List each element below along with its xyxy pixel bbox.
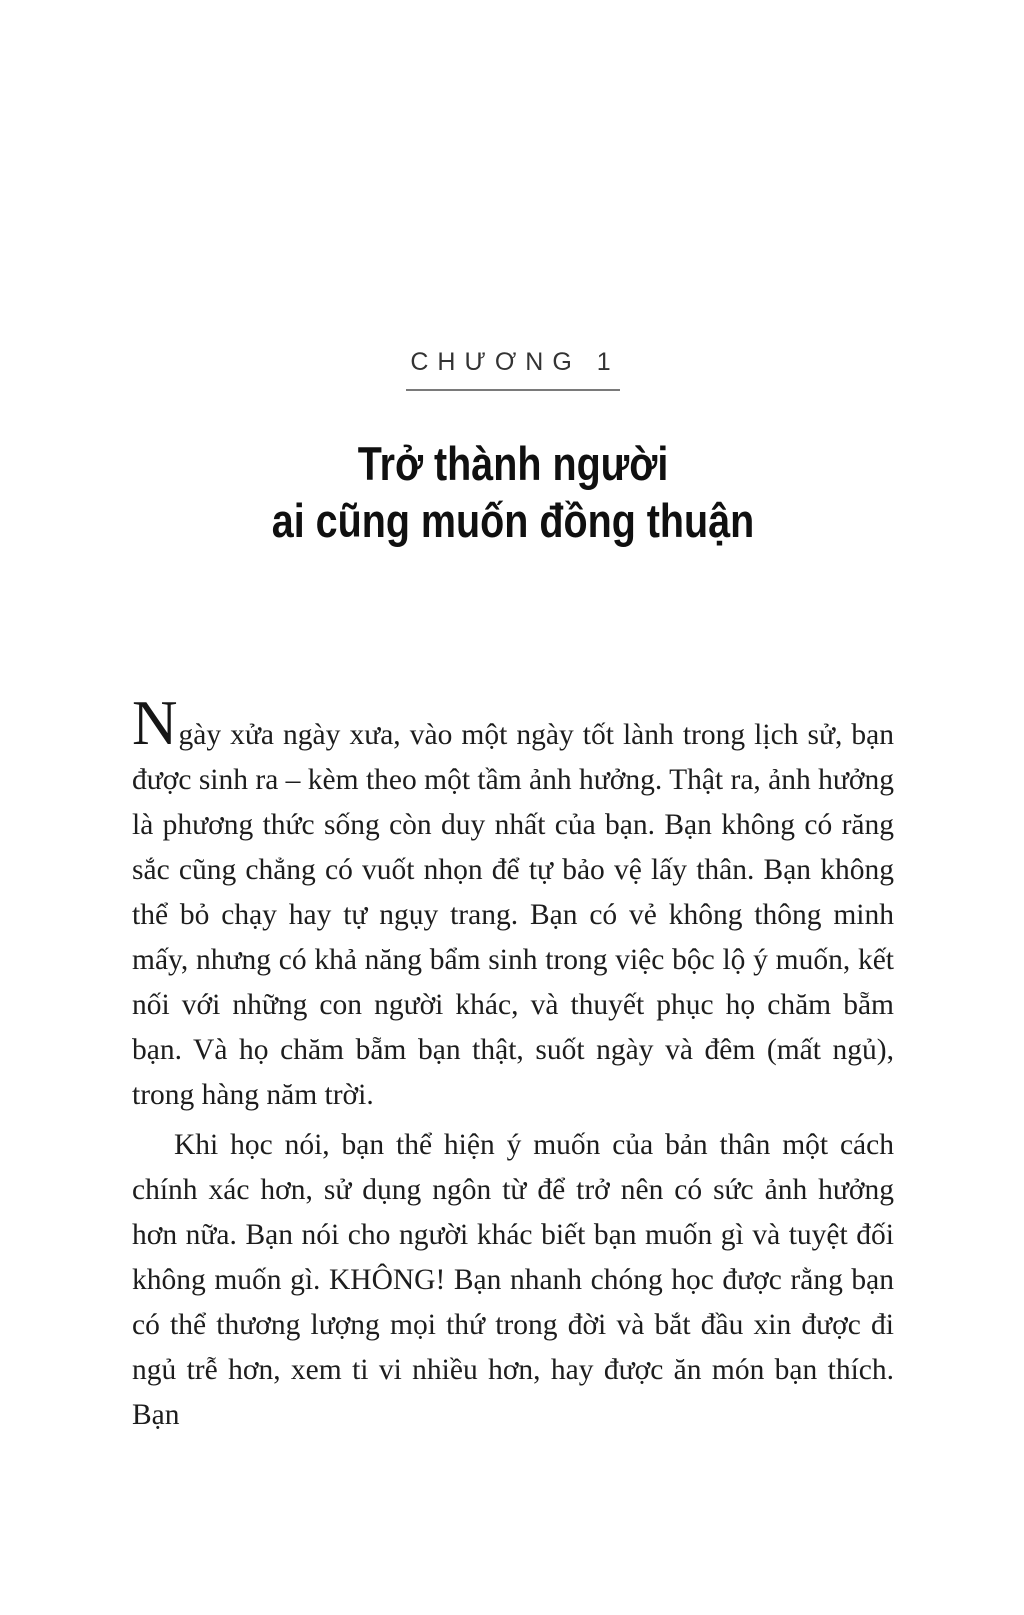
chapter-title-line-1: Trở thành người	[357, 437, 669, 490]
chapter-label: CHƯƠNG 1	[406, 348, 619, 391]
chapter-title	[193, 435, 833, 549]
paragraph-1	[132, 688, 894, 1118]
paragraph-2-text: Khi học nói, bạn thể hiện ý muốn của bản thân một cách chính xác hơn, sử dụng ngôn từ để trở nên có sức ảnh hưởng hơn nữa. Bạn nói cho người khác biết bạn muốn gì và tuyệt đối không muốn gì. KHÔNG! Bạn nhanh chóng học được rằng bạn có thể thương lượng mọi thứ trong đời và bắt đầu xin được đi ngủ trễ hơn, xem ti vi nhiều hơn, hay được ăn món bạn thích. Bạn	[132, 1129, 894, 1431]
paragraph-1-text: gày xửa ngày xưa, vào một ngày tốt lành trong lịch sử, bạn được sinh ra – kèm theo một tầm ảnh hưởng. Thật ra, ảnh hưởng là phương thức sống còn duy nhất của bạn. Bạn không có răng sắc cũng chẳng có vuốt nhọn để tự bảo vệ lấy thân. Bạn không thể bỏ chạy hay tự ngụy trang. Bạn có vẻ không thông minh mấy, nhưng có khả năng bẩm sinh trong việc bộc lộ ý muốn, kết nối với những con người khác, và thuyết phục họ chăm bẵm bạn. Và họ chăm bẵm bạn thật, suốt ngày và đêm (mất ngủ), trong hàng năm trời.	[132, 719, 894, 1111]
chapter-title-line-2: ai cũng muốn đồng thuận	[271, 494, 755, 547]
paragraph-2	[132, 1123, 894, 1438]
raised-initial-cap: N	[132, 688, 179, 758]
chapter-kicker	[132, 348, 894, 391]
body-text	[132, 688, 894, 1438]
